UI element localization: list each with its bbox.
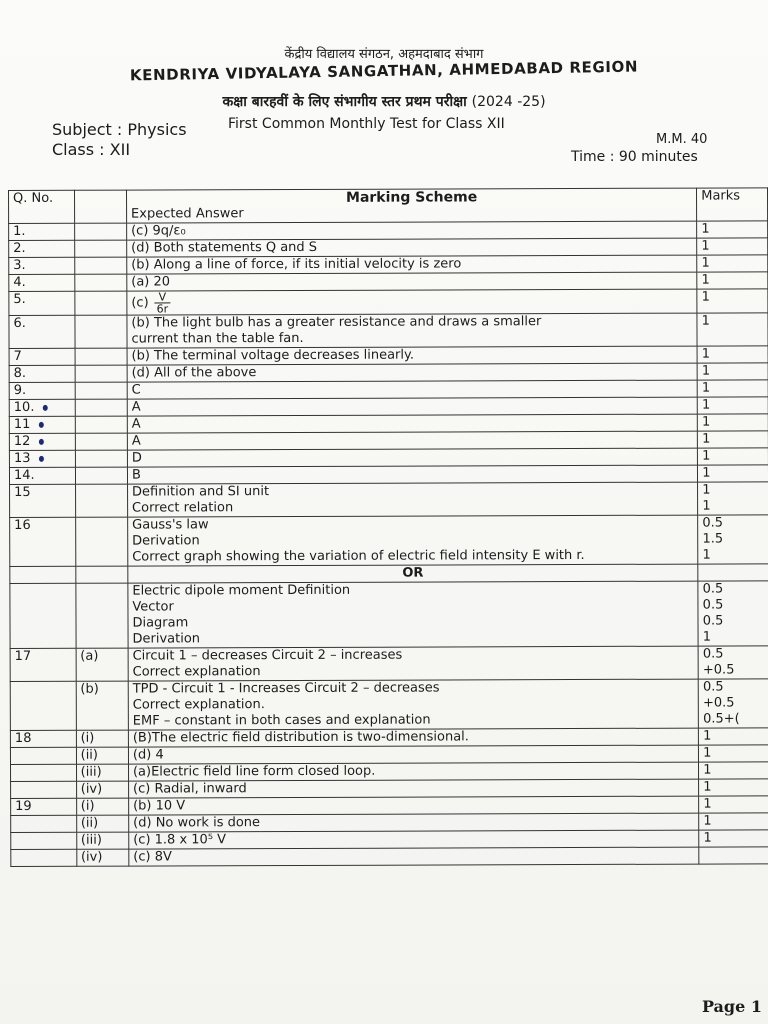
marks-value: 1 — [701, 346, 711, 362]
table-row — [11, 847, 768, 867]
answer-line: (b) 10 V — [133, 798, 186, 814]
marks-cell — [699, 813, 768, 830]
fraction-denominator: 6r — [156, 302, 169, 316]
question-number: 16 — [14, 517, 31, 533]
marks-value: 1 — [701, 363, 711, 379]
hindi-exam-text: कक्षा बारहवीं के लिए संभागीय स्तर प्रथम परीक्षा — [222, 94, 467, 110]
q-cell — [9, 348, 75, 365]
exam-year: (2024 -25) — [471, 94, 546, 110]
answer-cell — [128, 646, 698, 681]
answer-line: Correct explanation — [132, 664, 261, 680]
q-cell — [9, 365, 75, 382]
marks-cell — [699, 847, 768, 864]
answer-line: Gauss's law — [132, 517, 209, 533]
marks-value: 1 — [701, 221, 710, 237]
answer-line: (B)The electric field distribution is two-dimensional. — [132, 729, 469, 746]
sub-cell — [75, 467, 127, 484]
q-cell — [10, 648, 76, 681]
col-answer-label: Expected Answer — [130, 206, 244, 222]
answer-line: (a)Electric field line form closed loop. — [132, 763, 376, 780]
test-title: First Common Monthly Test for Class XII — [228, 116, 505, 132]
q-cell — [9, 399, 75, 416]
table-title: Marking Scheme — [345, 189, 478, 206]
marks-cell — [699, 745, 768, 762]
marks-cell — [698, 646, 768, 679]
answer-line: Derivation — [132, 533, 200, 549]
answer-prefix: (c) — [131, 295, 149, 311]
answer-cell — [127, 397, 697, 416]
marks-value: 1 — [701, 238, 710, 254]
q-cell — [10, 517, 76, 566]
question-number: 13 — [13, 450, 31, 466]
sub-cell — [75, 315, 127, 348]
q-cell — [9, 240, 75, 257]
answer-line: Vector — [132, 599, 174, 615]
answer-cell — [128, 515, 698, 566]
marks-value: 1 — [701, 414, 711, 430]
q-cell — [9, 450, 75, 467]
answer-line: (a) 20 — [131, 274, 171, 290]
marks-cell — [697, 397, 768, 414]
marks-cell — [697, 313, 768, 346]
question-number: 3. — [13, 257, 26, 273]
sub-cell: (i) — [76, 798, 128, 815]
answer-cell — [127, 363, 697, 382]
question-number: 10. — [13, 399, 35, 415]
marks-value: 1 — [703, 779, 712, 795]
subject-label: Subject : Physics — [52, 120, 187, 139]
answer-line: D — [131, 450, 142, 466]
answer-line: Definition and SI unit — [131, 484, 270, 500]
marks-value: 0.5 — [702, 581, 724, 597]
answer-cell — [127, 448, 697, 467]
marks-cell — [698, 679, 768, 728]
answer-line: C — [131, 382, 141, 398]
answer-cell — [127, 465, 697, 484]
table-row — [10, 646, 768, 682]
marks-value: 1 — [702, 482, 711, 498]
marks-value: 1 — [701, 289, 710, 305]
marks-cell — [699, 728, 768, 745]
marks-value: 1 — [702, 629, 712, 645]
marks-value: +0.5 — [702, 662, 735, 678]
marks-cell — [698, 515, 768, 564]
marking-scheme-table-wrap — [8, 190, 768, 867]
marks-value: 0.5 — [702, 597, 724, 613]
marks-value: 1 — [701, 272, 710, 288]
marks-cell — [697, 289, 768, 313]
fraction — [155, 291, 171, 314]
answer-cell — [127, 431, 697, 450]
answer-cell — [129, 847, 699, 866]
q-cell — [9, 257, 75, 274]
marks-value: 1 — [702, 498, 711, 514]
question-number: 5. — [13, 291, 26, 307]
answer-cell — [127, 255, 697, 274]
hindi-exam-title — [0, 92, 768, 111]
col-answer — [126, 188, 696, 223]
answer-line: (b) The terminal voltage decreases linearly. — [131, 347, 414, 364]
answer-cell — [129, 813, 699, 832]
sub-cell — [75, 450, 127, 467]
subject-block — [52, 120, 187, 160]
sub-cell — [75, 348, 127, 365]
marks-value: 1 — [702, 448, 711, 464]
sub-cell — [74, 240, 126, 257]
answer-cell — [127, 238, 697, 257]
hindi-org-name: केंद्रीय विद्यालय संगठन, अहमदाबाद संभाग — [284, 47, 484, 62]
answer-cell — [128, 581, 698, 648]
marks-cell — [699, 779, 768, 796]
q-cell — [9, 433, 75, 450]
answer-line: Correct relation — [132, 500, 234, 516]
answer-line: A — [131, 433, 141, 449]
marks-cell — [698, 448, 768, 465]
fraction-numerator: V — [155, 291, 171, 303]
answer-cell — [127, 221, 697, 240]
question-number: 12 — [13, 433, 31, 449]
table-body — [9, 221, 768, 867]
table-row — [10, 581, 768, 649]
marks-cell — [697, 363, 768, 380]
answer-line: Correct explanation. — [132, 697, 265, 713]
marks-value: 1 — [703, 728, 712, 744]
answer-line: (c) 8V — [133, 849, 172, 865]
answer-line: (d) All of the above — [131, 365, 257, 381]
sub-cell — [75, 382, 127, 399]
answer-cell — [129, 779, 699, 798]
marks-value: 0.5 — [702, 515, 724, 531]
question-number: 19 — [15, 798, 32, 814]
marks-cell — [697, 414, 768, 431]
sub-cell — [74, 274, 126, 291]
organization-name: KENDRIYA VIDYALAYA SANGATHAN, AHMEDABAD REGION — [129, 57, 639, 85]
sub-cell: (i) — [76, 730, 128, 747]
ink-dot-mark — [38, 455, 43, 461]
question-number: 2. — [13, 240, 26, 256]
sub-cell — [76, 583, 129, 648]
question-number: 11 — [13, 416, 31, 432]
sub-cell — [75, 484, 127, 517]
sub-cell — [74, 257, 126, 274]
q-cell — [10, 566, 76, 583]
question-number: 7 — [13, 348, 22, 364]
answer-line: Diagram — [132, 615, 189, 631]
col-sub — [74, 190, 126, 223]
answer-line: (d) Both statements Q and S — [131, 239, 318, 256]
sub-cell: (iv) — [76, 781, 128, 798]
marks-value: 1 — [701, 255, 710, 271]
answer-line: B — [131, 467, 141, 483]
answer-line: Electric dipole moment Definition — [132, 582, 351, 599]
answer-line: current than the table fan. — [131, 330, 304, 347]
marks-cell — [697, 221, 768, 238]
marks-value: 1 — [701, 313, 710, 329]
answer-line: A — [131, 416, 141, 432]
marks-value: 1 — [702, 465, 711, 481]
table-row — [9, 313, 768, 349]
marks-cell — [698, 564, 768, 581]
q-cell — [9, 467, 75, 484]
marks-value: 1 — [701, 397, 711, 413]
ink-dot-mark — [38, 438, 43, 444]
question-number: 9. — [13, 382, 27, 398]
sub-cell: (iii) — [76, 764, 128, 781]
marks-value: 0.5+( — [703, 711, 740, 727]
question-number: 18 — [14, 730, 32, 746]
question-number: 17 — [14, 648, 32, 664]
q-cell — [11, 781, 77, 798]
answer-cell — [127, 272, 697, 291]
sub-cell: (iv) — [76, 849, 128, 866]
marks-value: 0.5 — [702, 646, 724, 662]
answer-cell — [127, 313, 697, 348]
answer-cell — [128, 679, 698, 730]
marks-cell — [698, 581, 768, 646]
q-cell — [10, 681, 76, 730]
q-cell — [9, 291, 75, 315]
marks-value: 1 — [702, 431, 711, 447]
sub-cell — [75, 433, 127, 450]
marks-cell — [697, 238, 768, 255]
marks-cell — [698, 431, 768, 448]
page-number: Page 1 — [701, 997, 762, 1016]
answer-line: Derivation — [132, 631, 201, 647]
answer-cell — [127, 482, 697, 517]
answer-cell — [127, 414, 697, 433]
sub-cell — [75, 566, 127, 583]
marks-value: 0.5 — [702, 613, 724, 629]
marks-value: 1 — [703, 745, 712, 761]
answer-cell — [128, 745, 698, 764]
answer-line: (b) The light bulb has a greater resistance and draws a smaller — [131, 314, 542, 331]
sub-cell — [74, 223, 126, 240]
answer-line: Correct graph showing the variation of electric field intensity E with r. — [132, 547, 585, 565]
answer-cell — [127, 346, 697, 365]
marks-value: 1 — [703, 830, 712, 846]
time-allowed: Time : 90 minutes — [571, 149, 698, 165]
marks-cell — [699, 762, 768, 779]
sub-cell — [75, 416, 127, 433]
max-marks: M.M. 40 — [656, 132, 708, 147]
marks-cell — [697, 272, 768, 289]
sub-cell — [75, 399, 127, 416]
marks-cell — [699, 796, 768, 813]
q-cell — [9, 315, 75, 348]
answer-line: Circuit 1 – decreases Circuit 2 – increases — [132, 647, 403, 664]
table-header-row — [9, 188, 768, 224]
question-number: 8. — [13, 365, 27, 381]
marking-scheme-table — [8, 187, 768, 867]
q-cell — [9, 382, 75, 399]
table-row — [10, 482, 768, 518]
ink-dot-mark — [38, 421, 43, 427]
answer-line: (b) Along a line of force, if its initial velocity is zero — [131, 256, 462, 273]
marks-cell — [697, 346, 768, 363]
answer-line: EMF – constant in both cases and explanation — [132, 712, 431, 729]
sub-cell: (iii) — [76, 832, 128, 849]
marks-value: 0.5 — [702, 679, 724, 695]
or-cell: OR — [128, 564, 698, 583]
question-number: 4. — [13, 274, 26, 290]
q-cell — [9, 274, 75, 291]
answer-line: TPD - Circuit 1 - Increases Circuit 2 – decreases — [132, 680, 440, 697]
answer-line: (c) 1.8 x 10⁵ V — [133, 832, 227, 848]
answer-line: (d) 4 — [132, 747, 164, 763]
marks-value: 1.5 — [702, 531, 724, 547]
answer-line: (c) 9q/ε₀ — [131, 223, 186, 239]
sub-cell: (a) — [76, 648, 128, 681]
sub-cell: (ii) — [76, 747, 128, 764]
marks-value: 1 — [702, 547, 711, 563]
question-number: 6. — [13, 315, 26, 331]
q-cell — [11, 764, 77, 781]
question-number: 14. — [13, 467, 35, 483]
table-row — [10, 515, 768, 567]
marks-cell — [699, 830, 768, 847]
sub-cell: (b) — [76, 681, 128, 730]
answer-cell — [129, 796, 699, 815]
marks-value: +0.5 — [702, 695, 735, 711]
marks-value: 1 — [701, 380, 711, 396]
answer-line: (d) No work is done — [133, 815, 261, 831]
answer-cell — [128, 762, 698, 781]
col-marks: Marks — [697, 188, 768, 221]
marks-value: 1 — [703, 813, 712, 829]
q-cell — [9, 223, 75, 240]
q-cell — [11, 815, 77, 832]
table-row — [10, 679, 768, 731]
question-number: 15 — [14, 484, 31, 500]
sub-cell — [75, 517, 127, 566]
sub-cell — [74, 291, 126, 315]
answer-line: (c) Radial, inward — [133, 781, 247, 797]
sub-cell — [75, 365, 127, 382]
marks-cell — [697, 380, 768, 397]
marks-cell — [697, 255, 768, 272]
marks-cell — [698, 465, 768, 482]
answer-cell — [128, 728, 698, 747]
answer-line: A — [131, 399, 141, 415]
q-cell — [11, 798, 77, 815]
answer-cell — [127, 380, 697, 399]
q-cell — [10, 484, 76, 517]
q-cell — [10, 730, 76, 747]
answer-cell — [129, 830, 699, 849]
sub-cell: (ii) — [76, 815, 128, 832]
question-number: 1. — [13, 223, 26, 239]
answer-cell — [127, 289, 697, 315]
ink-dot-mark — [42, 404, 47, 410]
q-cell — [10, 747, 76, 764]
class-label: Class : XII — [52, 140, 131, 159]
marks-value: 1 — [703, 762, 712, 778]
col-q-no: Q. No. — [9, 190, 75, 223]
q-cell — [9, 416, 75, 433]
q-cell — [10, 583, 76, 648]
table-row — [9, 289, 768, 316]
marks-value: 1 — [703, 796, 712, 812]
q-cell — [11, 832, 77, 849]
q-cell — [11, 849, 77, 866]
marks-cell — [698, 482, 768, 515]
